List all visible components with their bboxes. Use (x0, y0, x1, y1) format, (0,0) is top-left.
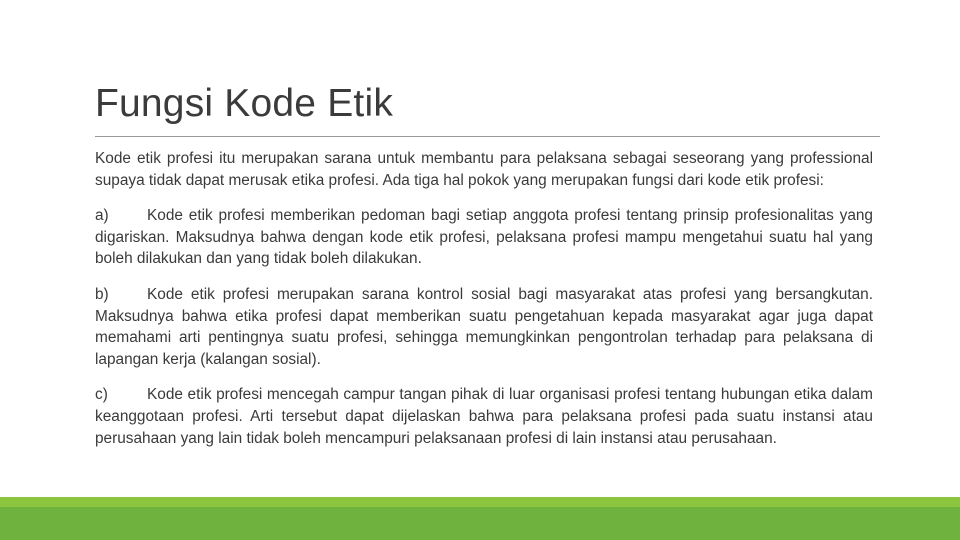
footer-accent-stripe (0, 497, 960, 507)
list-item-c (95, 384, 873, 449)
list-item-b (95, 284, 873, 370)
slide-title: Fungsi Kode Etik (95, 82, 394, 125)
list-item-text: Kode etik profesi mencegah campur tangan pihak di luar organisasi profesi tentang hubungan etika dalam keanggotaan profesi. Arti tersebut dapat dijelaskan bahwa para pelaksana profesi pada suatu instansi atau perusahaan yang lain tidak boleh mencampuri pelaksanaan profesi di lain instansi atau perusahaan. (95, 386, 873, 447)
list-marker: b) (95, 285, 109, 303)
intro-paragraph: Kode etik profesi itu merupakan sarana untuk membantu para pelaksana sebagai seseorang yang professional supaya tidak dapat merusak etika profesi. Ada tiga hal pokok yang merupakan fungsi dari kode etik profesi: (95, 150, 873, 189)
list-item-text: Kode etik profesi memberikan pedoman bagi setiap anggota profesi tentang prinsip profesionalitas yang digariskan. Maksudnya bahwa dengan kode etik profesi, pelaksana profesi mampu mengetahui suatu hal yang boleh dilakukan dan yang tidak boleh dilakukan. (95, 207, 873, 268)
slide-body (95, 148, 873, 463)
list-item-text: Kode etik profesi merupakan sarana kontrol sosial bagi masyarakat atas profesi yang bersangkutan. Maksudnya bahwa etika profesi dapat memberikan suatu pengetahuan kepada masyarakat agar juga dapat memahami arti pentingnya suatu profesi, sehingga memungkinkan pengontrolan terhadap para pelaksana di lapangan kerja (kalangan sosial). (95, 285, 873, 368)
title-divider (95, 136, 880, 137)
list-marker: c) (95, 386, 108, 404)
list-marker: a) (95, 207, 109, 225)
list-item-a (95, 205, 873, 270)
